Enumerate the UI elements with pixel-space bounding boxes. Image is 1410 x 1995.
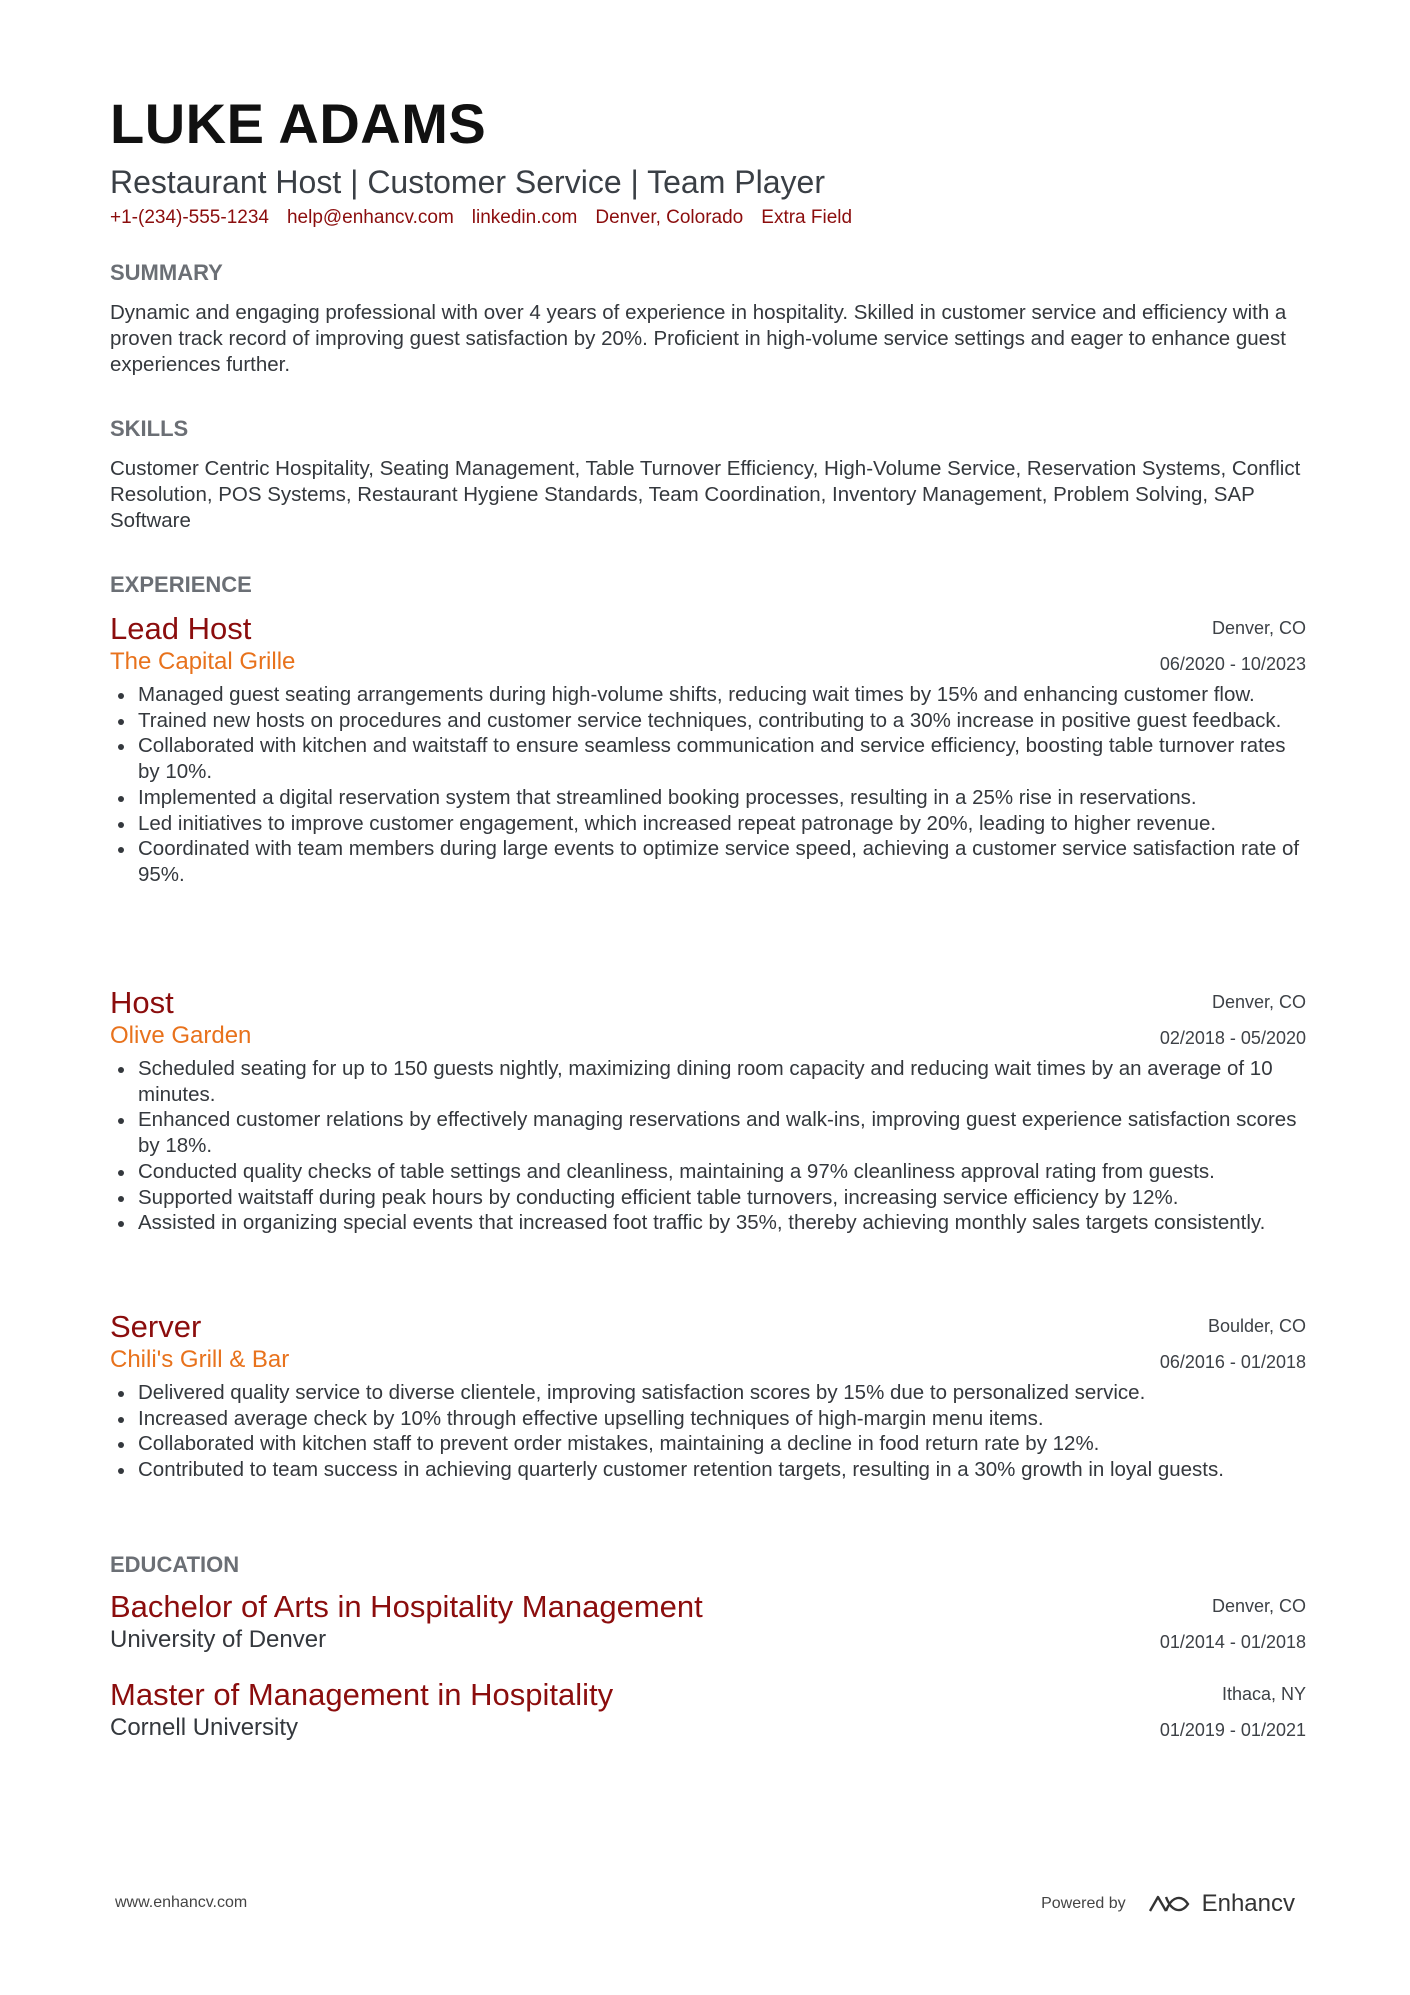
job-bullet: Managed guest seating arrangements during high-volume shifts, reducing wait times by 15% and enhancing customer flow.: [138, 682, 1306, 708]
experience-item: [110, 986, 1306, 1236]
job-title: Lead Host: [110, 611, 252, 646]
job-bullet: Implemented a digital reservation system that streamlined booking processes, resulting in a 25% rise in reservations.: [138, 785, 1306, 811]
education-dates: 01/2014 - 01/2018: [1159, 1632, 1306, 1652]
job-company: Chili's Grill & Bar: [110, 1346, 290, 1373]
contact-phone[interactable]: +1-(234)-555-1234: [110, 206, 269, 228]
job-location: Boulder, CO: [1207, 1316, 1306, 1336]
section-title-skills: SKILLS: [110, 416, 189, 441]
job-bullet: Delivered quality service to diverse clientele, improving satisfaction scores by 15% due to personalized service.: [138, 1380, 1306, 1406]
job-dates: 06/2020 - 10/2023: [1159, 654, 1306, 674]
job-bullet: Coordinated with team members during large events to optimize service speed, achieving a customer service satisfaction rate of 95%.: [138, 836, 1306, 887]
job-bullet: Contributed to team success in achieving quarterly customer retention targets, resulting in a 30% growth in loyal guests.: [138, 1457, 1306, 1483]
job-meta: [1160, 1310, 1306, 1380]
job-meta: [1160, 612, 1306, 682]
job-company: The Capital Grille: [110, 648, 296, 675]
job-location: Denver, CO: [1211, 992, 1306, 1012]
education-location: Denver, CO: [1211, 1596, 1306, 1616]
resume-header: [110, 92, 1306, 229]
contact-linkedin[interactable]: linkedin.com: [471, 206, 578, 228]
job-bullet: Trained new hosts on procedures and customer service techniques, contributing to a 30% increase in positive guest feedback.: [138, 708, 1306, 734]
skills-section: [110, 416, 1306, 534]
section-title-education: EDUCATION: [110, 1552, 240, 1577]
page-footer: [115, 1890, 1295, 1920]
job-location: Denver, CO: [1211, 618, 1306, 638]
contact-location: Denver, Colorado: [595, 206, 744, 228]
job-bullet: Supported waitstaff during peak hours by conducting efficient table turnovers, increasing service efficiency by 12%.: [138, 1185, 1306, 1211]
candidate-headline: Restaurant Host | Customer Service | Team Player: [110, 164, 825, 200]
powered-by-label: Powered by: [1041, 1895, 1126, 1912]
education-degree: Bachelor of Arts in Hospitality Management: [110, 1589, 703, 1624]
job-bullet: Collaborated with kitchen and waitstaff to ensure seamless communication and service efficiency, boosting table turnover rates by 10%.: [138, 733, 1306, 784]
job-bullets: [110, 1380, 1306, 1483]
contact-info: [110, 207, 1306, 229]
education-meta: [1160, 1678, 1306, 1748]
job-bullet: Collaborated with kitchen staff to prevent order mistakes, maintaining a decline in food return rate by 12%.: [138, 1431, 1306, 1457]
job-title: Server: [110, 1309, 202, 1344]
experience-section: [110, 572, 1306, 598]
job-bullets: [110, 682, 1306, 888]
experience-item: [110, 612, 1306, 888]
education-item: [110, 1590, 1306, 1654]
education-school: University of Denver: [110, 1626, 327, 1653]
footer-url[interactable]: www.enhancv.com: [115, 1894, 248, 1911]
job-title: Host: [110, 985, 174, 1020]
section-title-experience: EXPERIENCE: [110, 572, 252, 597]
education-meta: [1160, 1590, 1306, 1660]
job-meta: [1160, 986, 1306, 1056]
brand-logo[interactable]: [1146, 1890, 1295, 1918]
contact-email[interactable]: help@enhancv.com: [286, 206, 454, 228]
brand-name: Enhancv: [1201, 1890, 1295, 1917]
education-degree: Master of Management in Hospitality: [110, 1677, 614, 1712]
section-title-summary: SUMMARY: [110, 260, 223, 285]
education-section: [110, 1552, 1306, 1578]
job-bullet: Assisted in organizing special events that increased foot traffic by 35%, thereby achieving monthly sales targets consistently.: [138, 1210, 1306, 1236]
job-bullet: Conducted quality checks of table settings and cleanliness, maintaining a 97% cleanliness approval rating from guests.: [138, 1159, 1306, 1185]
job-bullet: Increased average check by 10% through effective upselling techniques of high-margin menu items.: [138, 1406, 1306, 1432]
summary-section: [110, 260, 1306, 378]
candidate-name: LUKE ADAMS: [110, 92, 487, 155]
enhancv-logo-icon: [1146, 1891, 1192, 1917]
footer-branding: [1041, 1890, 1295, 1918]
education-school: Cornell University: [110, 1714, 299, 1741]
education-dates: 01/2019 - 01/2021: [1159, 1720, 1306, 1740]
job-bullets: [110, 1056, 1306, 1236]
skills-text: Customer Centric Hospitality, Seating Management, Table Turnover Efficiency, High-Volume Service, Reservation Systems, Conflict Resolution, POS Systems, Restaurant Hygiene Standards, Team Coordination, Inventory Management, Problem Solving, SAP Software: [110, 457, 1301, 532]
job-bullet: Enhanced customer relations by effectively managing reservations and walk-ins, improving guest experience satisfaction scores by 18%.: [138, 1107, 1306, 1158]
experience-item: [110, 1310, 1306, 1483]
job-bullet: Scheduled seating for up to 150 guests nightly, maximizing dining room capacity and reducing wait times by an average of 10 minutes.: [138, 1056, 1306, 1107]
job-dates: 06/2016 - 01/2018: [1159, 1352, 1306, 1372]
education-item: [110, 1678, 1306, 1742]
education-location: Ithaca, NY: [1221, 1684, 1306, 1704]
contact-extra: Extra Field: [761, 206, 853, 228]
job-dates: 02/2018 - 05/2020: [1159, 1028, 1306, 1048]
job-bullet: Led initiatives to improve customer engagement, which increased repeat patronage by 20%, leading to higher revenue.: [138, 811, 1306, 837]
summary-text: Dynamic and engaging professional with over 4 years of experience in hospitality. Skilled in customer service and efficiency with a proven track record of improving guest satisfaction by 20%. Proficient in high-volume service settings and eager to enhance guest experiences further.: [110, 301, 1287, 376]
job-company: Olive Garden: [110, 1022, 252, 1049]
